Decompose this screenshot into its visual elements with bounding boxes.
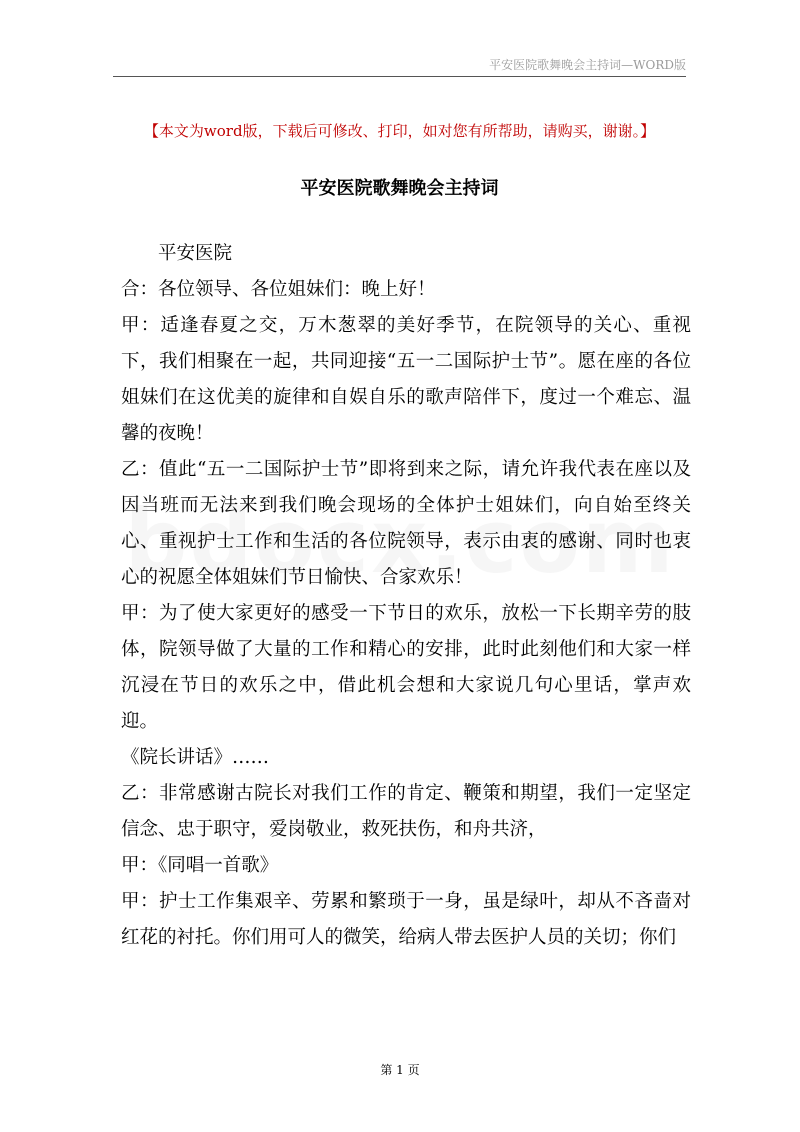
paragraph: 《院长讲话》…… bbox=[121, 747, 270, 768]
document-body bbox=[121, 236, 691, 956]
header-title: 平安医院歌舞晚会主持词—WORD版 bbox=[489, 58, 686, 72]
page-number: 第 1 页 bbox=[380, 1063, 420, 1077]
paragraph: 乙：非常感谢古院长对我们工作的肯定、鞭策和期望，我们一定坚定信念、忠于职守，爱岗敬业，救死扶伤，和舟共济， bbox=[121, 783, 691, 840]
paragraph: 合：各位领导、各位姐妹们：晚上好！ bbox=[121, 279, 436, 300]
page-header bbox=[113, 48, 686, 77]
paragraph: 甲：为了使大家更好的感受一下节日的欢乐，放松一下长期辛劳的肢体，院领导做了大量的工作和精心的安排，此时此刻他们和大家一样沉浸在节日的欢乐之中，借此机会想和大家说几句心里话，掌声欢迎。 bbox=[121, 603, 691, 732]
paragraph: 乙：值此“五一二国际护士节”即将到来之际，请允许我代表在座以及因当班而无法来到我们晚会现场的全体护士姐妹们，向自始至终关心、重视护士工作和生活的各位院领导，表示由衷的感谢、同时也衷心的祝愿全体姐妹们节日愉快、合家欢乐！ bbox=[121, 459, 691, 588]
paragraph-hospital-name: 平安医院 bbox=[158, 243, 233, 264]
paragraph: 甲：《同唱一首歌》 bbox=[121, 855, 279, 876]
document-title: 平安医院歌舞晚会主持词 bbox=[300, 178, 499, 199]
purchase-notice: 【本文为word版，下载后可修改、打印，如对您有所帮助，请购买，谢谢。】 bbox=[143, 122, 656, 140]
paragraph: 甲：护士工作集艰辛、劳累和繁琐于一身，虽是绿叶，却从不吝啬对红花的衬托。你们用可人的微笑，给病人带去医护人员的关切；你们 bbox=[121, 891, 691, 948]
paragraph: 甲：适逢春夏之交，万木葱翠的美好季节，在院领导的关心、重视下，我们相聚在一起，共同迎接“五一二国际护士节”。愿在座的各位姐妹们在这优美的旋律和自娱自乐的歌声陪伴下，度过一个难忘、温馨的夜晚！ bbox=[121, 315, 691, 444]
